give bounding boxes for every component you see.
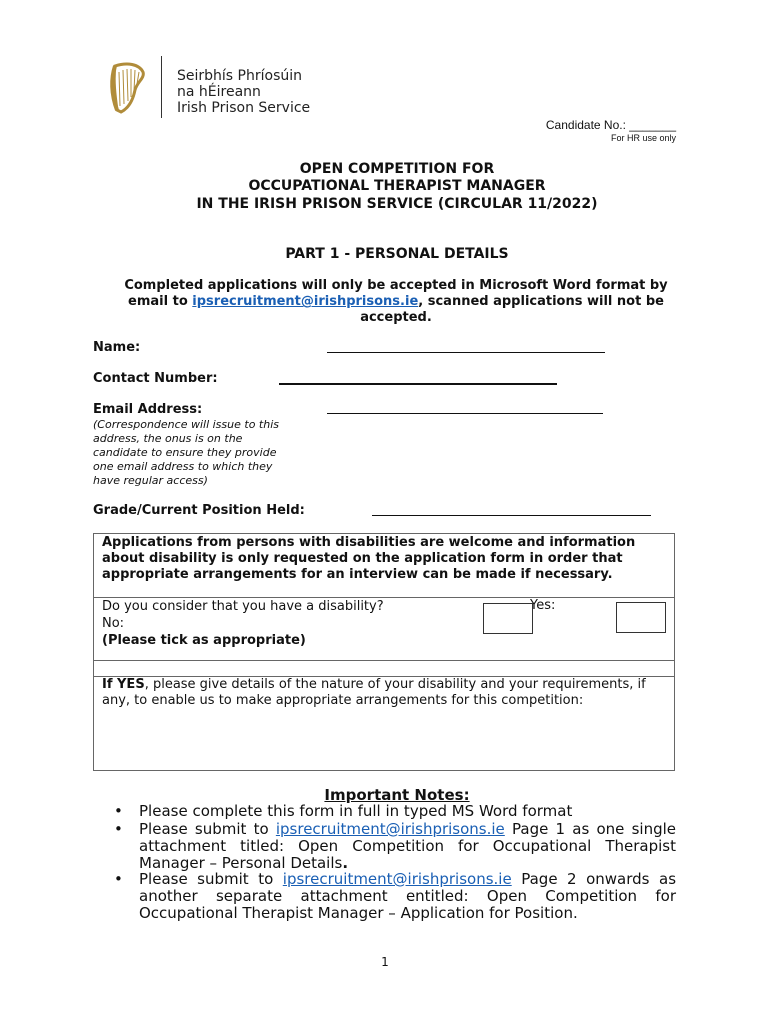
name-field[interactable] xyxy=(327,352,605,353)
disability-spacer-row xyxy=(93,660,675,677)
note-bullet-3-email-link[interactable]: ipsrecruitment@irishprisons.ie xyxy=(282,870,512,888)
contact-number-label: Contact Number: xyxy=(93,371,218,386)
title-line-1: OPEN COMPETITION FOR xyxy=(299,161,495,177)
candidate-number[interactable]: Candidate No.: _______ xyxy=(545,118,676,132)
submission-note xyxy=(120,278,672,326)
submission-note-before: Completed applications will only be accepted in Microsoft Word format by email to xyxy=(124,278,668,309)
yes-label: Yes: xyxy=(530,598,556,613)
disability-details-cell[interactable] xyxy=(93,676,675,771)
logo-line-english: Irish Prison Service xyxy=(177,100,311,116)
note-bullet-2 xyxy=(114,821,676,872)
yes-tick-box[interactable] xyxy=(616,602,666,633)
note-bullet-2-email-link[interactable]: ipsrecruitment@irishprisons.ie xyxy=(275,820,505,838)
note-bullet-2-end: . xyxy=(342,854,349,872)
bullet-icon: • xyxy=(114,820,123,838)
hr-use-note: For HR use only xyxy=(610,133,676,143)
disability-intro-cell xyxy=(93,533,675,598)
email-address-field[interactable] xyxy=(327,413,603,414)
disability-intro-text: Applications from persons with disabilities are welcome and information about disability is only requested on the application form in order that appropriate arrangements for an interview can be made if necessary. xyxy=(102,535,636,582)
no-label: No: xyxy=(102,616,125,631)
grade-position-label: Grade/Current Position Held: xyxy=(93,503,305,518)
note-bullet-3-start: Please submit to xyxy=(139,870,283,888)
if-yes-instructions: , please give details of the nature of your disability and your requirements, if any, to enable us to make appropriate arrangements for this competition: xyxy=(102,677,646,708)
logo-line-irish-1: Seirbhís Phríosúin xyxy=(177,68,302,84)
email-correspondence-note: (Correspondence will issue to this address, the onus is on the candidate to ensure they provide one email address to which they have regular access) xyxy=(93,418,279,487)
important-notes-heading: Important Notes: xyxy=(324,786,470,804)
note-bullet-1 xyxy=(114,803,676,820)
no-tick-box[interactable] xyxy=(483,603,533,634)
harp-logo-icon xyxy=(107,60,149,116)
page-number: 1 xyxy=(381,955,389,969)
disability-question-cell xyxy=(93,597,675,661)
disability-question: Do you consider that you have a disability? xyxy=(102,599,384,614)
organisation-name xyxy=(177,68,310,116)
grade-position-field[interactable] xyxy=(372,515,651,516)
recruitment-email-link[interactable]: ipsrecruitment@irishprisons.ie xyxy=(192,294,419,309)
title-line-2: OCCUPATIONAL THERAPIST MANAGER xyxy=(248,178,546,194)
tick-instruction: (Please tick as appropriate) xyxy=(102,633,306,648)
submission-note-after: , scanned applications will not be accepted. xyxy=(360,294,664,325)
contact-number-field[interactable] xyxy=(279,383,557,385)
if-yes-label: If YES xyxy=(102,677,145,692)
note-bullet-3 xyxy=(114,871,676,922)
logo-divider xyxy=(161,56,162,118)
logo-line-irish-2: na hÉireann xyxy=(177,84,261,100)
bullet-icon: • xyxy=(114,870,123,888)
note-bullet-2-rest: Page 1 as one single attachment titled: Open Competition for Occupational Therapist Manager – Personal Details xyxy=(139,820,676,872)
name-label: Name: xyxy=(93,340,141,355)
title-line-3: IN THE IRISH PRISON SERVICE (CIRCULAR 11/2022) xyxy=(196,196,598,212)
email-address-label: Email Address: xyxy=(93,402,203,417)
bullet-icon: • xyxy=(114,802,123,820)
note-bullet-1-text: Please complete this form in full in typed MS Word format xyxy=(139,802,573,820)
part1-heading: PART 1 - PERSONAL DETAILS xyxy=(285,246,509,262)
note-bullet-2-start: Please submit to xyxy=(139,820,276,838)
note-bullet-3-rest: Page 2 onwards as another separate attachment entitled: Open Competition for Occupational Therapist Manager – Application for Position. xyxy=(139,870,677,922)
